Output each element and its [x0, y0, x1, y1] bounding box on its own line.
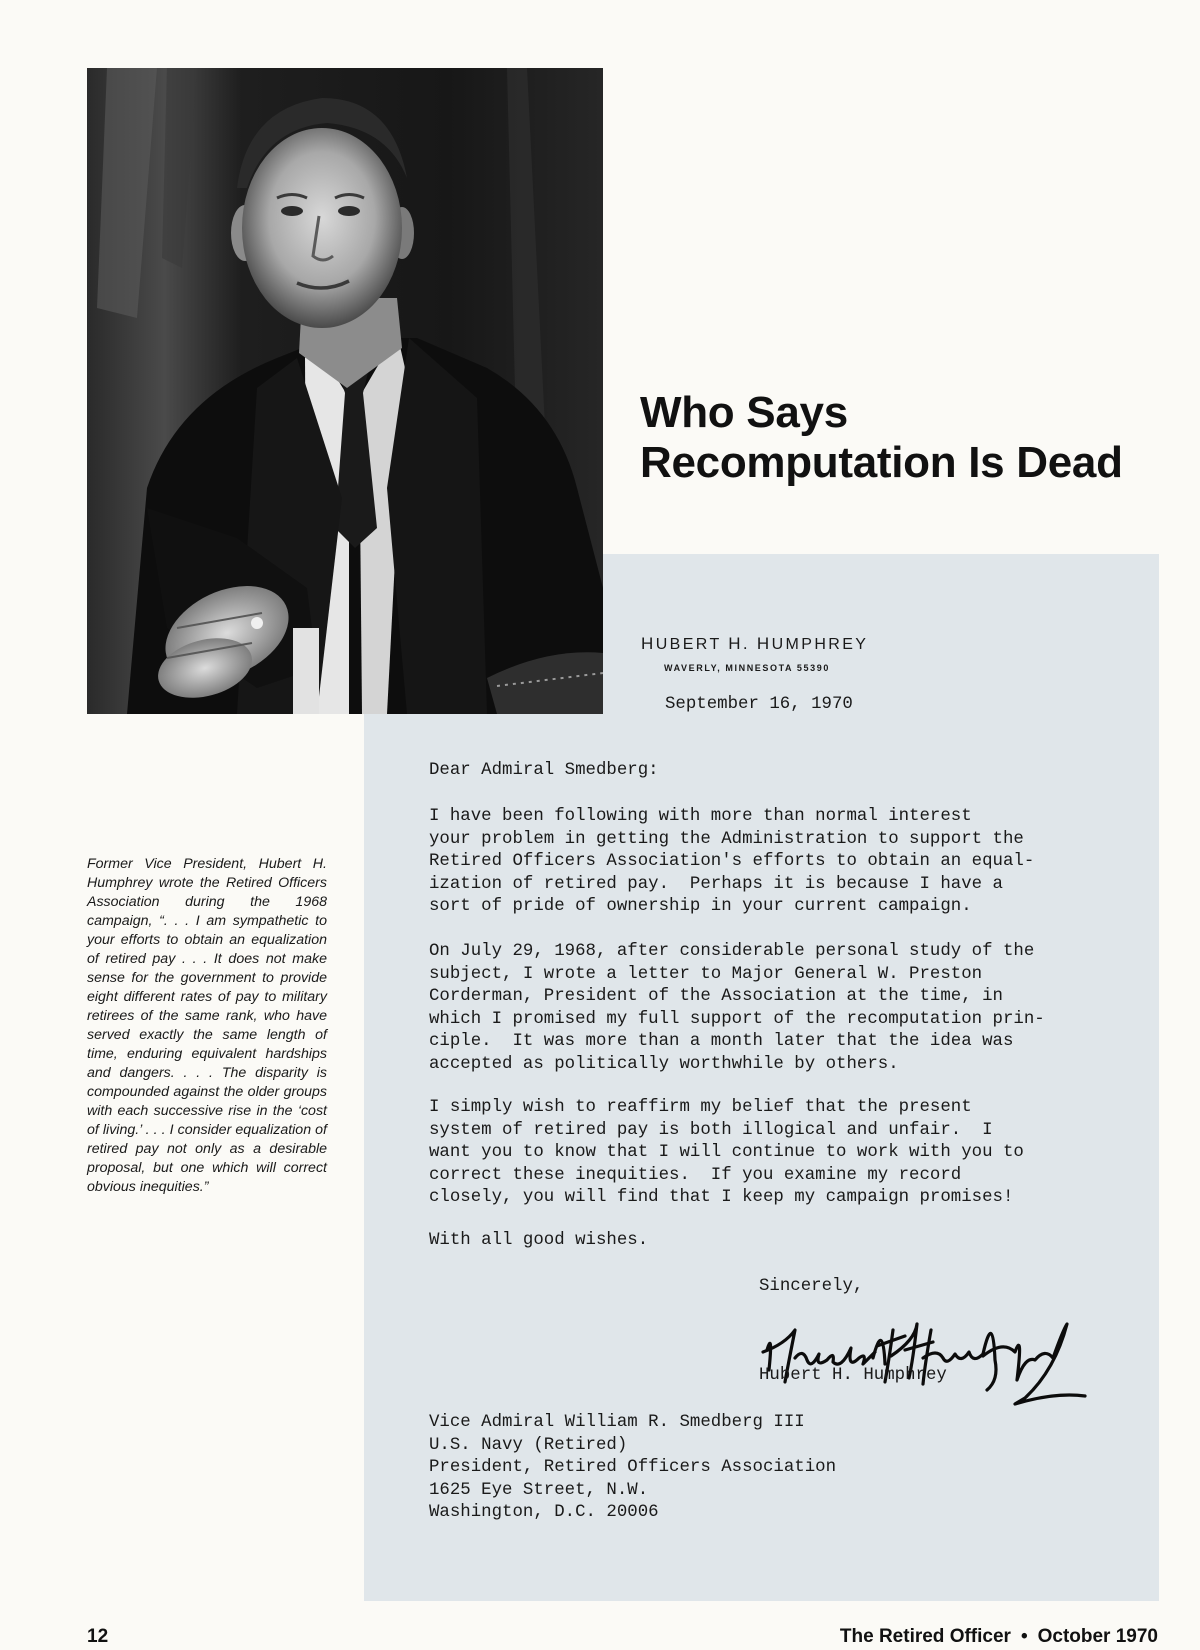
footer-separator: •: [1020, 1626, 1028, 1647]
letterhead-middle: H.: [728, 634, 751, 653]
letter-date: September 16, 1970: [665, 695, 853, 714]
issue-date: October 1970: [1037, 1626, 1158, 1647]
recipient-address: Vice Admiral William R. Smedberg III U.S. Navy (Retired) President, Retired Officers Association 1625 Eye Street, N.W. Washington, D.C. 20006: [429, 1413, 837, 1522]
portrait-illustration: [87, 68, 603, 714]
letter-paragraph-1: I have been following with more than normal interest your problem in getting the Administration to support the Retired Officers Association's efforts to obtain an equal- ization of retired pay. Perhaps it is because I have a sort of pride of ownership in your current campaign.: [429, 807, 1035, 916]
letter-salutation: Dear Admiral Smedberg:: [429, 761, 659, 780]
letterhead-ubert: UBERT: [655, 636, 722, 653]
letterhead-address: WAVERLY, MINNESOTA 55390: [664, 663, 830, 673]
letter-paragraph-2: On July 29, 1968, after considerable personal study of the subject, I wrote a letter to Major General W. Preston Corderman, President of the Association at the time, in which I promised my full support of the recomputation prin- ciple. It was more than a month later that the idea was accepted as politically worthwhile by others.: [429, 942, 1045, 1074]
letter-sign-off: Sincerely,: [759, 1277, 864, 1296]
footer-publication: [840, 1626, 1158, 1648]
letterhead-umphrey: UMPHREY: [771, 636, 869, 653]
letter-paragraph-3: I simply wish to reaffirm my belief that the present system of retired pay is both illogical and unfair. I want you to know that I will continue to work with you to correct these inequities. If you examine my record closely, you will find that I keep my campaign promises!: [429, 1098, 1024, 1207]
signer-name: Hubert H. Humphrey: [759, 1366, 947, 1385]
letter-closing: With all good wishes.: [429, 1231, 649, 1250]
headline: [640, 388, 1180, 488]
letterhead-initial-h: H: [641, 634, 656, 653]
headline-line-2: Recomputation Is Dead: [640, 438, 1123, 487]
page-number: 12: [87, 1626, 109, 1647]
headline-line-1: Who Says: [640, 388, 848, 437]
handwritten-signature: [755, 1300, 1095, 1410]
photo-caption: Former Vice President, Hubert H. Humphrey wrote the Retired Officers Association during the 1968 campaign, “. . . I am sympathetic to your efforts to obtain an equalization of retired pay . . . It does not make sense for the government to provide eight different rates of pay to military retirees of the same rank, who have served exactly the same length of time, enduring equivalent hardships and dangers. . . . The disparity is compounded against the older groups with each successive rise in the ‘cost of living.’ . . . I consider equalization of retired pay not only as a desirable proposal, but one which will correct obvious inequities.”: [87, 856, 327, 1195]
letterhead-name: [641, 634, 868, 654]
portrait-photo: [87, 68, 603, 714]
publication-name: The Retired Officer: [839, 1626, 1011, 1647]
letterhead-initial-h2: H: [756, 634, 772, 653]
